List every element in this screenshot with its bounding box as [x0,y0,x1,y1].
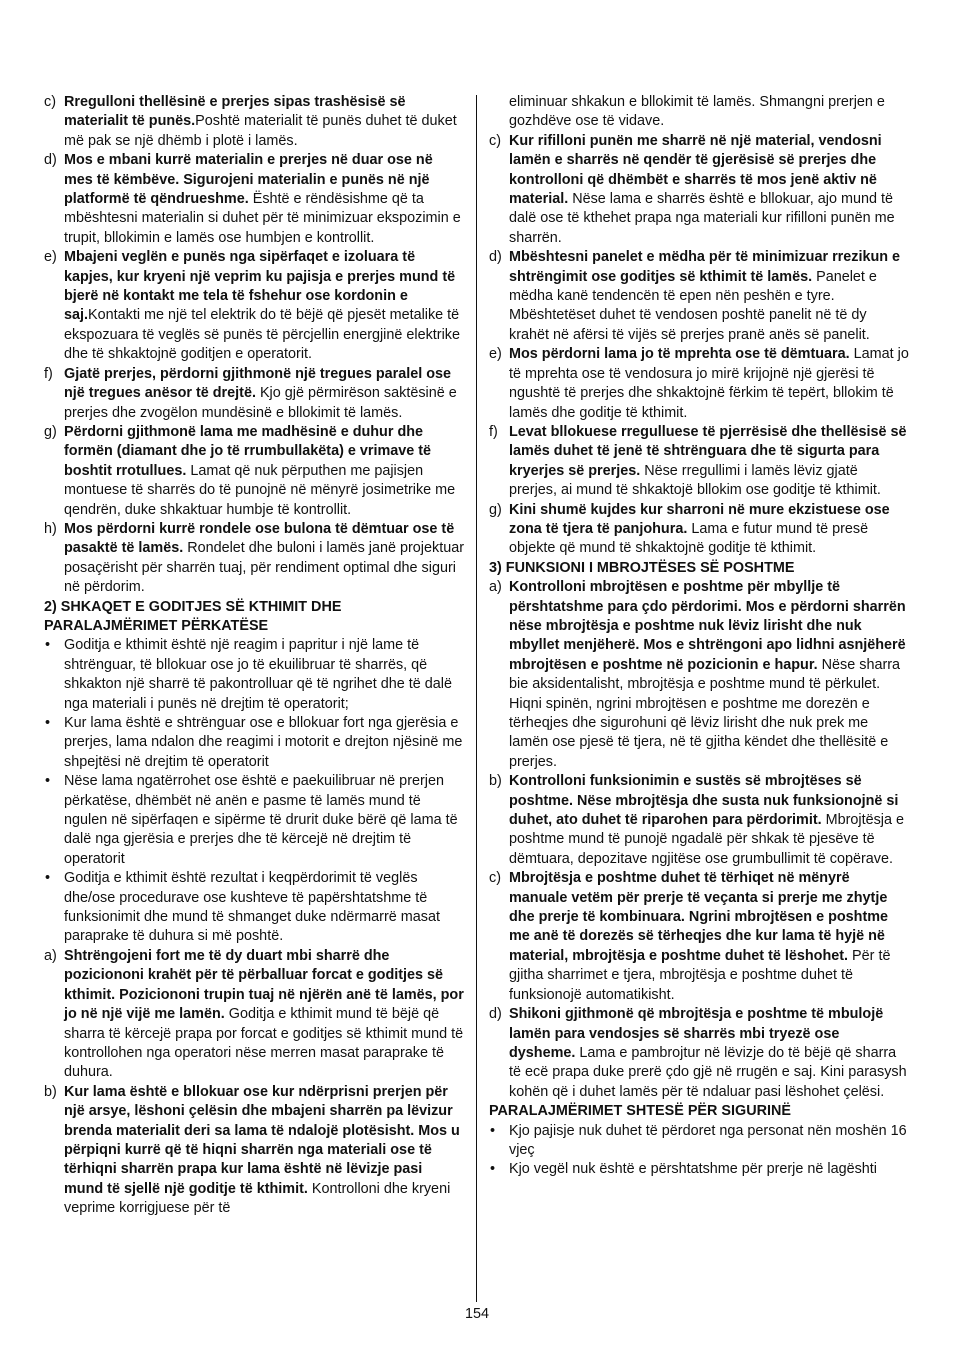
item-marker: a) [489,579,502,596]
item-bold-text: Mbështesni panelet e mëdha për të minimizuar rrezikun e shtrëngimit ose goditjes së kthimit të lamës. [509,249,901,285]
item-marker: h) [44,520,57,537]
list-item [489,1005,909,1102]
item-bold-text: Gjatë prerjes, përdorni gjithmonë një tregues paralel ose një tregues anësor të drejtë. [64,365,452,402]
right-column [489,93,909,1180]
item-text: Kontakti me një tel elektrik do të bëjë që pjesët metalike të ekspozuara të veglës së punës të përcjellin energjinë elektrike dhe të shkaktojnë goditjen e operatorit. [64,307,460,363]
bullet-text: Goditja e kthimit është një reagim i papritur i një lame të shtrënguar, të bllokuar ose jo të ekuilibruar të sharrës, që shkakton një sharrë të pakontrolluar që të ngrihet dhe të dalë nga materiali i punës në drejtim të operatorit; [64,637,452,712]
item-bold-text: Kontrolloni funksionimin e sustës së mbrojtëses së poshtme. Nëse mbrojtësja dhe susta nuk funksionojnë si duhet, ato duhet të riparohen para përdorimit. [509,773,899,829]
continued-text: eliminuar shkakun e bllokimit të lamës. Shmangni prerjen e gozhdëve ose të vidave. [509,94,885,130]
bullet-text: Goditja e kthimit është rezultat i keqpërdorimit të veglës dhe/ose procedurave ose kushteve të papërshtatshme të funksionimit dhe mund të shmanget duke ndërmarrë masat paraprake të duhura si më poshtë. [64,870,440,945]
item-text: Panelet e mëdha kanë tendencën të epen nën peshën e tyre. Mbështetëset duhet të vendosen poshtë panelit në të dy krahët në afërsi të vijës së prerjes pranë anës së panelit. [509,268,877,343]
item-bold-text: Shikoni gjithmonë që mbrojtësja e poshtme të mbulojë lamën para vendosjes së sharrës mbi tryezë ose dysheme. [509,1006,884,1061]
item-text: Kjo gjë përmirëson saktësinë e prerjes dhe zvogëlon mundësinë e bllokimit të lamës. [64,385,457,421]
bullet-item [44,772,464,869]
item-bold-text: Kur rifilloni punën me sharrë në një material, vendosni lamën e sharrës në qendër të gjerësisë së prerjes dhe kontrolloni që dhëmbët e sharrës të mos jenë aktiv në material. [509,132,882,208]
item-marker: c) [489,132,501,149]
bullet-icon: • [45,870,51,887]
item-marker: d) [44,152,57,169]
item-text: Lama e futur mund të presë objekte që mund të shkaktojnë goditje të kthimit. [509,520,869,557]
page-number: 154 [464,1306,489,1322]
bullet-icon: • [45,773,51,790]
bullet-text: Kjo vegël nuk është e përshtatshme për prerje në lagështi [509,1161,877,1178]
list-item [489,423,909,501]
item-marker: b) [489,773,502,790]
item-bold-text: Rregulloni thellësinë e prerjes sipas trashësisë së materialit të punës. [64,94,406,130]
item-marker: c) [44,94,56,110]
bullet-icon: • [490,1161,496,1178]
item-bold-text: Levat bllokuese rregulluese të pjerrësisë dhe thellësisë së lamës duhet të jenë të shtrënguara dhe të sigurta para kryerjes së prerjes. [509,423,907,479]
item-text: Lamat që nuk përputhen me pajisjen montuese të sharrës do të punojnë në mënyrë josimetrike me qendrën, duke shkaktuar humbje të kontrollit. [64,462,456,518]
list-item [44,151,464,248]
list-item [44,248,464,364]
item-bold-text: Mos përdorni kurrë rondele ose bulona të dëmtuar ose të pasaktë të lamës. [64,520,455,557]
item-bold-text: Mos përdorni lama jo të mprehta ose të dëmtuara. [509,346,850,363]
item-text: Lamat jo të mprehta ose të vendosura jo mirë krijojnë një gjerësi të ngushtë të prerjes dhe shkaktojnë fërkim të tepërt, bllokim të lamës dhe goditje të kthimit. [509,346,909,421]
item-marker: g) [44,423,57,440]
item-text: Rondelet dhe buloni i lamës janë projektuar posaçërisht për sharrën tuaj, për rendiment optimal dhe siguri në përdorim. [64,540,464,596]
list-item [44,93,464,151]
item-bold-text: Mos e mbani kurrë materialin e prerjes në duar ose në mes të këmbëve. Sigurojeni materialin e punës në një platformë të qëndrueshme. [64,152,433,208]
list-item [44,947,464,1083]
section-heading: PARALAJMËRIMET SHTESË PËR SIGURINË [489,1103,791,1120]
item-marker: d) [489,1006,502,1023]
bullet-text: Nëse lama ngatërrohet ose është e paekuilibruar në prerjen përkatëse, dhëmbët në anën e pasme të lamës mund të ngulen në sipërfaqen e sipërme të drurit duke bërë që lama të dalë nga gjerësia e prerjes dhe të kërcejë në drejtim të operatorit [64,773,458,867]
column-divider [476,95,477,1302]
item-text: Është e rëndësishme që ta mbështesni materialin si duhet për të minimizuar ekspozimin e trupit, bllokimin e lamës ose humbjen e kontrollit. [64,191,461,246]
item-marker: e) [44,249,57,266]
list-item [44,365,464,423]
bullet-text: Kur lama është e shtrënguar ose e bllokuar fort nga gjerësia e prerjes, lama ndalon dhe reagimi i motorit e drejton njësinë me shpejtësi në drejtim të operatorit [64,715,463,770]
item-marker: d) [489,249,502,266]
item-text: Mbrojtësja e poshtme mund të punojë ngadalë për shkak të pjesëve të dëmtuara, depozitave ngjitëse ose grumbullimit të copërave. [509,812,905,867]
left-column [44,93,464,1219]
item-marker: g) [489,501,502,518]
bullet-item [44,869,464,947]
list-item [489,248,909,345]
list-item [489,132,909,248]
item-bold-text: Kontrolloni mbrojtësen e poshtme për mbyllje të përshtatshme para çdo përdorimi. Mos e përdorni sharrën nëse mbrojtësja e poshtme nuk lëviz lirisht dhe nuk mbyllet menjëherë. Mos e shtrëngoni apo lidhni asnjëherë mbrojtësen e poshtme në pozicionin e hapur. [509,579,906,673]
item-marker: c) [489,870,501,887]
item-text: Nëse lama e sharrës është e bllokuar, ajo mund të dalë ose të kthehet prapa nga materiali kur rifilloni punën me sharrën. [509,191,895,246]
item-text: Nëse sharra bie aksidentalisht, mbrojtësja e poshtme mund të përkulet. Hiqni spinën, ngrini mbrojtësen e poshtme me dorezën e tërheqjes dhe sigurohuni që lëviz lirisht dhe nuk prek me lamën ose pjesë të tjera, në të gjitha këndet dhe thellësitë e prerjes. [509,656,901,770]
item-marker: f) [489,423,498,440]
item-marker: f) [44,365,53,382]
item-text: Poshtë materialit të punës duhet të duket më pak se një dhëmb i plotë i lamës. [64,113,457,149]
bullet-icon: • [490,1122,496,1139]
bullet-item [489,1160,909,1179]
list-item [44,423,464,520]
item-text: Kontrolloni dhe kryeni veprime korrigjuese për të [64,1180,451,1217]
bullet-item [489,1122,909,1161]
list-item [489,772,909,869]
bullet-text: Kjo pajisje nuk duhet të përdoret nga personat nën moshën 16 vjeç [509,1122,907,1158]
bullet-icon: • [45,715,51,731]
item-bold-text: Mbajeni veglën e punës nga sipërfaqet e izoluara të kapjes, kur kryeni një veprim ku pajisja e prerjes mund të bjerë në kontakt me tela të fshehur ose kordonin e saj. [64,249,456,324]
item-marker: a) [44,947,57,964]
item-marker: e) [489,346,502,363]
list-item [489,869,909,1005]
item-text: Lama e pambrojtur në lëvizje do të bëjë që sharra të ecë prapa duke prerë çdo gjë në rrugën e saj. Kini parasysh kohën që i duhet lamës për të ndaluar pasi lëshohet çelësi. [509,1044,907,1100]
bullet-item [44,714,464,772]
list-item [489,345,909,423]
list-item [44,1083,464,1219]
list-item [44,520,464,598]
item-text: Për të gjitha sharrimet e tjera, mbrojtësja e poshtme duhet të funksionojë automatikisht. [509,947,891,1003]
item-bold-text: Shtrëngojeni fort me të dy duart mbi sharrë dhe poziciononi krahët për të përballuar forcat e goditjes së kthimit. Poziciononi trupin tuaj në njërën anë të lamës, por jo në një vijë me lamën. [64,947,464,1023]
item-text: Goditja e kthimit mund të bëjë që sharra të kërcejë prapa por forcat e goditjes së kthimit mund të kontrollohen nga operatori nëse merren masat paraprake të duhura. [64,1006,464,1081]
item-bold-text: Mbrojtësja e poshtme duhet të tërhiqet në mënyrë manuale vetëm për prerje të veçanta si prerje me zhytje dhe prerje të kombinuara. Ngrini mbrojtësen e poshtme me anë të dorezës së tërheqjes dhe kur lama të hyjë në material, mbrojtësja e poshtme duhet të lëshohet. [509,870,889,964]
item-bold-text: Përdorni gjithmonë lama me madhësinë e duhur dhe formën (diamant dhe jo të rrumbullakëta) e vrimave të boshtit rrotullues. [64,423,432,479]
bullet-icon: • [45,637,51,654]
list-item [489,501,909,559]
item-bold-text: Kini shumë kujdes kur sharroni në mure ekzistuese ose zona të tjera të panjohura. [509,501,890,537]
bullet-item [44,636,464,714]
item-text: Nëse rregullimi i lamës lëviz gjatë prerjes, ai mund të shkaktojë bllokim ose goditje të kthimit. [509,462,881,499]
section-heading: 2) SHKAQET E GODITJES SË KTHIMIT DHE PARALAJMËRIMET PËRKATËSE [44,598,342,634]
list-item [489,578,909,772]
item-bold-text: Kur lama është e bllokuar ose kur ndërprisni prerjen për një arsye, lëshoni çelësin dhe mbajeni sharrën pa lëvizur brenda materialit deri sa lama të ndalojë plotësisht. Mos u përpiqni kurrë që të hiqni sharrën nga materiali ose të tërhiqni sharrën prapa kur lama është në lëvizje pasi mund të sjellë një goditje të kthimit. [64,1083,460,1197]
item-marker: b) [44,1083,57,1100]
section-heading: 3) FUNKSIONI I MBROJTËSES SË POSHTME [489,559,795,576]
